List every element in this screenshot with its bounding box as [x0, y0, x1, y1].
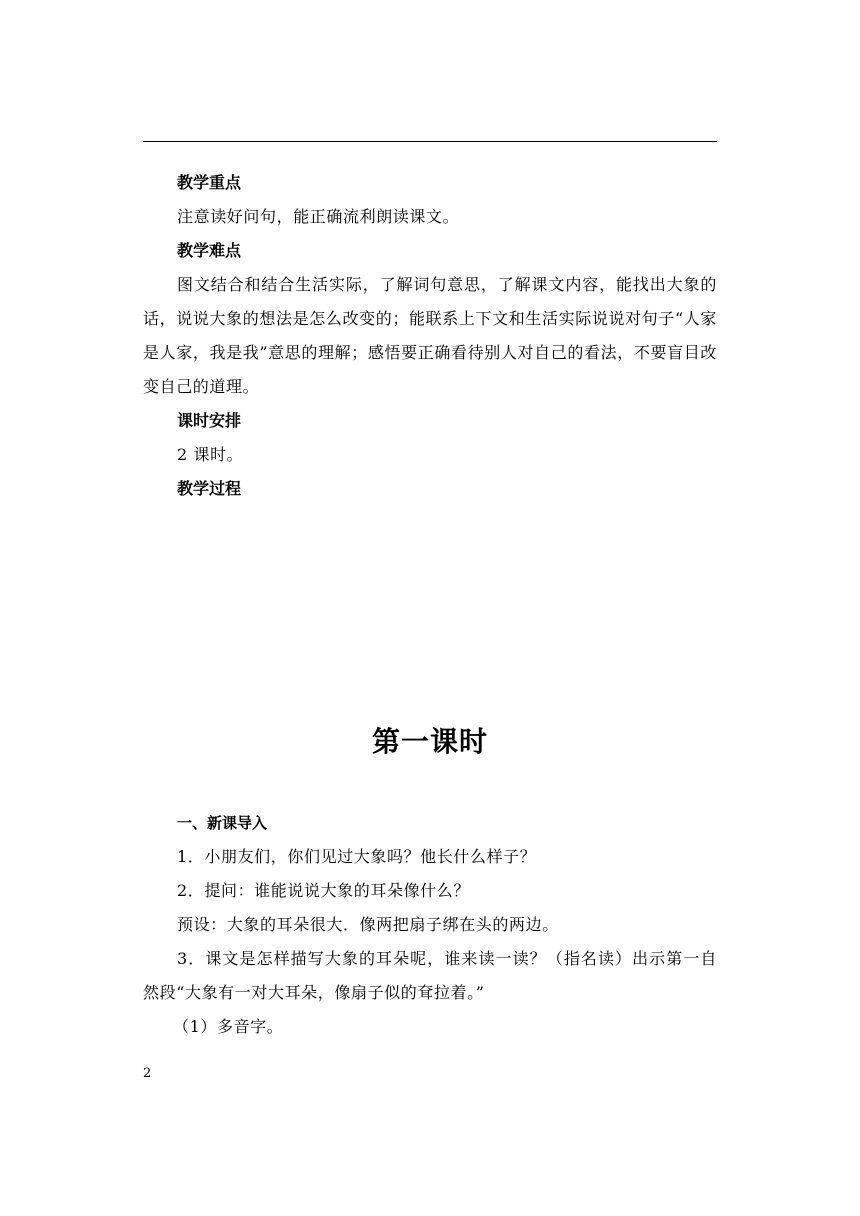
schedule-heading: 课时安排 [177, 411, 242, 430]
difficulties-text: 图文结合和结合生活实际，了解词句意思，了解课文内容，能找出大象的话，说说大象的想法是怎么改变的；能联系上下文和生活实际说说对句子“人家是人家，我是我”意思的理解；感悟要正确看待别人对自己的看法，不要盲目改变自己的道理。 [143, 275, 717, 396]
list-item: 2．提问：谁能说说大象的耳朵像什么？ [177, 881, 470, 900]
list-item: 1．小朋友们，你们见过大象吗？他长什么样子？ [177, 847, 537, 866]
page-number: 2 [143, 1066, 152, 1081]
schedule-text: 2 课时。 [177, 445, 244, 464]
difficulties-heading: 教学难点 [177, 241, 242, 260]
process-heading: 教学过程 [177, 479, 242, 498]
section-heading-new-lesson-intro: 一、新课导入 [177, 814, 268, 832]
list-item: 预设：大象的耳朵很大．像两把扇子绑在头的两边。 [177, 915, 559, 934]
teaching-plan-overview [143, 166, 717, 506]
lesson-title: 第一课时 [371, 725, 488, 758]
sub-list-item: （1）多音字。 [173, 1017, 284, 1036]
header-rule [143, 141, 717, 142]
list-item: 3．课文是怎样描写大象的耳朵呢，谁来读一读？（指名读）出示第一自然段“大象有一对大耳朵，像扇子似的耷拉着。” [143, 949, 717, 1002]
lesson-body [143, 806, 717, 1044]
key-points-heading: 教学重点 [177, 173, 242, 192]
key-points-text: 注意读好问句，能正确流利朗读课文。 [177, 207, 460, 226]
